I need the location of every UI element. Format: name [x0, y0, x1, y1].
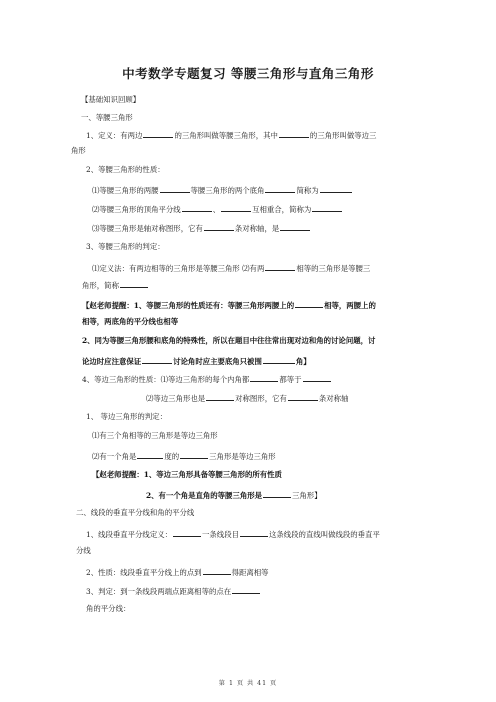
properties-heading: 2、等腰三角形的性质： — [86, 165, 165, 174]
teacher-note-3: 【赵老师提醒：1、等边三角形具备等腰三角形的所有性质 — [92, 470, 282, 479]
blank — [203, 566, 231, 575]
criteria-heading: 3、等腰三角形的判定： — [86, 242, 165, 251]
blank — [204, 222, 234, 231]
perp-bisector-property: 2、性质：线段垂直平分线上的点到 得距离相等 — [86, 568, 269, 577]
page-title: 中考数学专题复习 等腰三角形与直角三角形 — [122, 66, 374, 81]
property-3: ⑶等腰三角形是轴对称图形，它有 条对称轴，是 — [92, 222, 311, 234]
blank — [160, 184, 190, 193]
definition-line: 1、定义：有两边 的三角形叫做等腰三角形，其中 的三角形叫做等边三 — [86, 131, 377, 140]
blank — [263, 355, 295, 364]
angle-bisector-heading: 角的平分线： — [86, 604, 131, 613]
blank — [120, 279, 148, 288]
blank — [279, 129, 309, 138]
perp-bisector-definition: 1、线段垂直平分线定义： 一条线段目 这条线段的直线叫做线段的垂直平 — [86, 530, 380, 539]
teacher-note-1-cont: 相等，两底角的平分线也相等 — [82, 317, 179, 326]
blank — [265, 262, 295, 271]
blank — [180, 450, 208, 459]
blank — [240, 528, 268, 537]
blank — [143, 129, 173, 138]
blank — [142, 355, 172, 364]
blank — [320, 184, 352, 193]
blank — [182, 203, 212, 212]
blank — [206, 392, 234, 401]
equilateral-criteria-heading: 1、 等边三角形的判定： — [86, 412, 167, 421]
equilateral-properties: 4、等边三角形的性质：⑴等边三角形的每个内角都 都等于 — [82, 373, 332, 385]
teacher-note-3-cont: 2、有一个角是直角的等腰三角形是 三角形】 — [146, 491, 322, 500]
teacher-note-2-cont: 论边时应注意保证 讨论角时应主要底角只被围 角】 — [82, 357, 311, 366]
page-footer: 第 1 页 共 41 页 — [218, 680, 278, 687]
blank — [312, 203, 342, 212]
heading-bisectors: 二、线段的垂直平分线和角的平分线 — [76, 508, 195, 517]
teacher-note-1: 【赵老师提醒：1、等腰三角形的性质还有：等腰三角形两腰上的 相等，两腰上的 — [82, 301, 376, 310]
blank — [288, 392, 318, 401]
blank — [232, 585, 260, 594]
blank — [250, 373, 278, 382]
blank — [295, 299, 323, 308]
blank — [137, 450, 163, 459]
teacher-note-2: 2、同为等腰三角形腰和底角的特殊性，所以在题目中往往常出现对边和角的讨论问题，讨 — [82, 336, 376, 345]
equilateral-properties-2: ⑵等边三角形也是 对称图形，它有 条对称轴 — [146, 394, 349, 403]
blank — [303, 373, 331, 382]
definition-line-cont: 角形 — [71, 146, 86, 155]
blank — [265, 184, 295, 193]
section-basic-review: 【基础知识回顾】 — [81, 95, 141, 104]
blank — [263, 489, 291, 498]
criteria-1: ⑴定义法：有两边相等的三角形是等腰三角形 ⑵有两 相等的三角形是等腰三 — [92, 264, 371, 273]
perp-bisector-criteria: 3、判定：到一条线段两端点距离相等的点在 — [86, 585, 261, 597]
equilateral-criteria-1: ⑴有三个角相等的三角形是等边三角形 — [92, 431, 218, 440]
blank — [280, 222, 310, 231]
perp-bisector-definition-cont: 分线 — [76, 546, 91, 555]
equilateral-criteria-2: ⑵有一个角是 度的 三角形是等边三角形 — [92, 452, 276, 461]
property-2: ⑵等腰三角形的顶角平分线 、 互相重合，简称为 — [92, 203, 343, 215]
blank — [221, 203, 251, 212]
blank — [173, 528, 201, 537]
heading-isosceles: 一、等腰三角形 — [81, 113, 133, 122]
criteria-1-cont: 角形，简称 — [82, 279, 149, 291]
property-1: ⑴等腰三角形的两腰 等腰三角形的两个底角 简称为 — [92, 184, 353, 196]
